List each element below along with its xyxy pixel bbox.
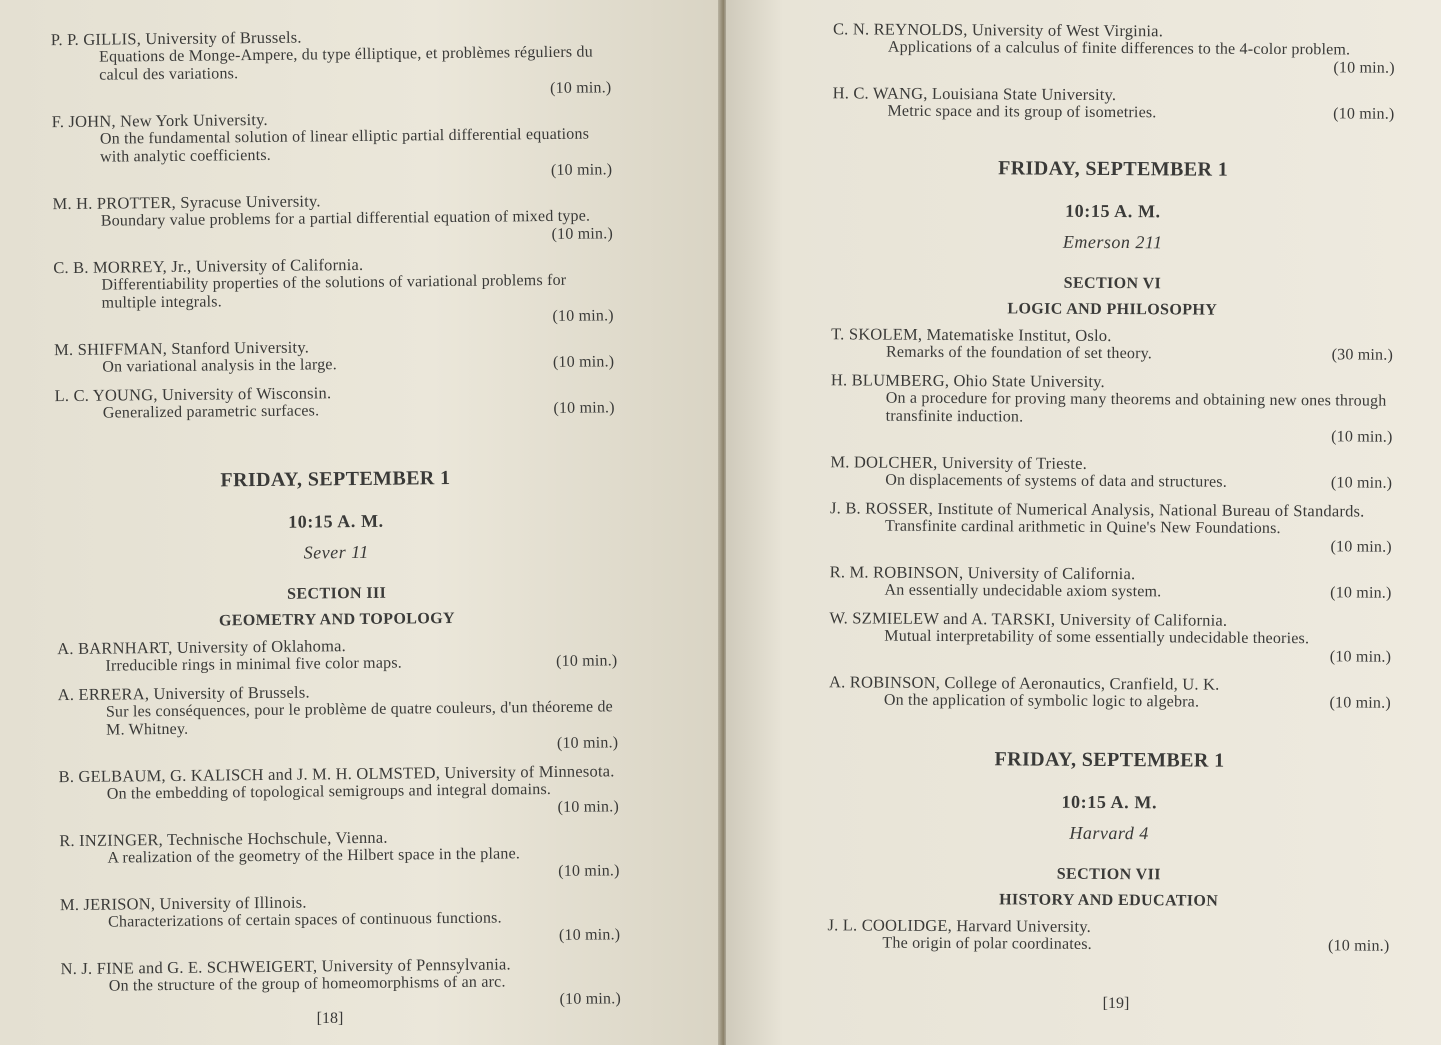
entry-author: H. BLUMBERG, Ohio State University. bbox=[830, 370, 1105, 391]
program-entry bbox=[827, 916, 1389, 955]
entry-title: On the structure of the group of homeomorphisms of an arc. bbox=[108, 973, 506, 995]
entry-author: T. SKOLEM, Matematiske Institut, Oslo. bbox=[831, 324, 1112, 346]
entry-author: M. JERISON, University of Illinois. bbox=[59, 892, 307, 915]
entry-duration: (10 min.) bbox=[550, 161, 613, 179]
entry-title: Generalized parametric surfaces. bbox=[102, 402, 320, 422]
entry-title: On variational analysis in the large. bbox=[102, 356, 337, 376]
page-number: [18] bbox=[316, 1010, 344, 1027]
program-entry bbox=[833, 20, 1395, 77]
entry-author: A. ERRERA, University of Brussels. bbox=[57, 682, 310, 705]
entry-title: Differentiability properties of the solutions of variational problems for multiple integrals. bbox=[101, 271, 567, 312]
section-name: LOGIC AND PHILOSOPHY bbox=[1007, 300, 1218, 319]
section-number: SECTION VII bbox=[1056, 865, 1161, 884]
time-heading: 10:15 A. M. bbox=[288, 510, 384, 532]
entry-duration: (10 min.) bbox=[549, 79, 612, 97]
room-heading: Emerson 211 bbox=[1062, 231, 1163, 253]
entry-author: N. J. FINE and G. E. SCHWEIGERT, University of Pennsylvania. bbox=[60, 954, 511, 979]
entry-title: The origin of polar coordinates. bbox=[882, 934, 1092, 953]
entry-duration: (10 min.) bbox=[552, 307, 614, 325]
entry-duration: (10 min.) bbox=[553, 399, 615, 417]
entry-title: Remarks of the foundation of set theory. bbox=[885, 343, 1153, 363]
program-entry bbox=[54, 335, 614, 377]
entry-title: On the fundamental solution of linear elliptic partial differential equations with analytic coefficients. bbox=[99, 125, 590, 166]
program-entry bbox=[831, 325, 1393, 364]
program-entry bbox=[832, 84, 1394, 123]
program-entry bbox=[51, 25, 612, 103]
entry-duration: (10 min.) bbox=[1330, 584, 1392, 602]
entry-duration: (10 min.) bbox=[552, 353, 615, 371]
left-top-entries bbox=[51, 25, 615, 423]
entry-author: F. JOHN, New York University. bbox=[51, 109, 268, 132]
entry-duration: (10 min.) bbox=[1333, 59, 1395, 77]
program-entry bbox=[830, 371, 1392, 446]
entry-duration: (10 min.) bbox=[1329, 648, 1392, 666]
section-number: SECTION VI bbox=[1063, 274, 1162, 293]
entry-duration: (30 min.) bbox=[1331, 346, 1394, 364]
right-top-entries bbox=[832, 20, 1395, 123]
entry-title: Sur les conséquences, pour le problème de quatre couleurs, d'un théoreme de M. Whitney. bbox=[105, 698, 614, 739]
time-heading: 10:15 A. M. bbox=[1065, 200, 1161, 222]
entry-author: R. INZINGER, Technische Hochschule, Vienna. bbox=[59, 827, 388, 851]
entry-author: J. L. COOLIDGE, Harvard University. bbox=[827, 915, 1092, 936]
entry-title: Irreducible rings in minimal five color maps. bbox=[105, 654, 402, 675]
entry-author: J. B. ROSSER, Institute of Numerical Analysis, National Bureau of Standards. bbox=[830, 498, 1365, 521]
entry-author: M. H. PROTTER, Syracuse University. bbox=[52, 191, 321, 214]
entry-author: H. C. WANG, Louisiana State University. bbox=[832, 83, 1117, 105]
entry-duration: (10 min.) bbox=[1329, 694, 1391, 712]
entry-duration: (10 min.) bbox=[558, 862, 620, 880]
program-entry bbox=[60, 890, 621, 950]
entry-duration: (10 min.) bbox=[557, 798, 620, 816]
entry-title: An essentially undecidable axiom system. bbox=[884, 581, 1162, 601]
entry-duration: (10 min.) bbox=[559, 990, 622, 1008]
entry-author: W. SZMIELEW and A. TARSKI, University of California. bbox=[829, 608, 1228, 630]
entry-duration: (10 min.) bbox=[1331, 428, 1393, 446]
entry-title: A realization of the geometry of the Hilbert space in the plane. bbox=[107, 845, 521, 867]
entry-title: Characterizations of certain spaces of continuous functions. bbox=[108, 909, 502, 931]
entry-duration: (10 min.) bbox=[1330, 538, 1392, 556]
program-entry bbox=[52, 107, 613, 185]
entry-title: Transfinite cardinal arithmetic in Quine's New Foundations. bbox=[884, 517, 1281, 538]
page-number: [19] bbox=[1102, 995, 1130, 1012]
entry-title: Mutual interpretability of some essentially undecidable theories. bbox=[884, 627, 1310, 648]
program-entry bbox=[55, 381, 615, 423]
day-heading: FRIDAY, SEPTEMBER 1 bbox=[998, 157, 1229, 181]
entry-title: Boundary value problems for a partial differential equation of mixed type. bbox=[100, 207, 591, 230]
program-entry bbox=[830, 453, 1392, 492]
section-name: GEOMETRY AND TOPOLOGY bbox=[218, 609, 456, 630]
entry-title: On a procedure for proving many theorems and obtaining new ones through transfinite induction. bbox=[885, 389, 1387, 426]
entry-author: M. DOLCHER, University of Trieste. bbox=[830, 452, 1088, 473]
entry-author: L. C. YOUNG, University of Wisconsin. bbox=[54, 383, 332, 406]
entry-duration: (10 min.) bbox=[551, 225, 614, 243]
time-heading: 10:15 A. M. bbox=[1061, 791, 1158, 813]
program-entry bbox=[61, 954, 622, 1014]
entry-author: A. ROBINSON, College of Aeronautics, Cranfield, U. K. bbox=[828, 672, 1220, 694]
program-entry bbox=[58, 762, 619, 822]
entry-duration: (10 min.) bbox=[556, 734, 619, 752]
right-page-content bbox=[827, 20, 1395, 965]
entry-title: Metric space and its group of isometries. bbox=[887, 102, 1157, 122]
entry-author: P. P. GILLIS, University of Brussels. bbox=[50, 27, 302, 50]
left-bottom-entries bbox=[57, 634, 621, 1014]
day-heading: FRIDAY, SEPTEMBER 1 bbox=[994, 748, 1225, 772]
day-heading: FRIDAY, SEPTEMBER 1 bbox=[220, 467, 451, 492]
program-entry bbox=[830, 563, 1392, 602]
program-entry bbox=[830, 499, 1392, 556]
program-entry bbox=[53, 253, 614, 331]
entry-duration: (10 min.) bbox=[558, 926, 621, 944]
room-heading: Harvard 4 bbox=[1069, 822, 1149, 844]
program-entry bbox=[59, 826, 620, 886]
program-entry bbox=[829, 609, 1391, 666]
entry-title: On the application of symbolic logic to algebra. bbox=[883, 691, 1200, 711]
entry-author: M. SHIFFMAN, Stanford University. bbox=[54, 337, 310, 360]
program-entry bbox=[58, 680, 619, 758]
entry-author: C. N. REYNOLDS, University of West Virginia. bbox=[832, 19, 1164, 41]
right-mid-entries bbox=[829, 325, 1393, 712]
entry-title: On displacements of systems of data and structures. bbox=[885, 471, 1227, 491]
entry-author: R. M. ROBINSON, University of California. bbox=[829, 562, 1136, 584]
entry-duration: (10 min.) bbox=[1330, 474, 1393, 492]
program-entry bbox=[57, 634, 617, 676]
room-heading: Sever 11 bbox=[303, 541, 369, 563]
program-entry bbox=[829, 673, 1391, 712]
entry-duration: (10 min.) bbox=[1328, 937, 1390, 955]
section-name: HISTORY AND EDUCATION bbox=[999, 891, 1219, 910]
entry-author: B. GELBAUM, G. KALISCH and J. M. H. OLMSTED, University of Minnesota. bbox=[58, 761, 615, 787]
entry-author: A. BARNHART, University of Oklahoma. bbox=[57, 636, 347, 659]
entry-author: C. B. MORREY, Jr., University of California. bbox=[53, 254, 364, 278]
entry-title: On the embedding of topological semigroups and integral domains. bbox=[106, 780, 552, 803]
entry-duration: (10 min.) bbox=[1333, 105, 1395, 123]
entry-title: Applications of a calculus of finite differences to the 4-color problem. bbox=[887, 38, 1351, 59]
entry-duration: (10 min.) bbox=[555, 652, 618, 670]
program-entry bbox=[52, 189, 613, 249]
entry-title: Equations de Monge-Ampere, du type élliptique, et problèmes réguliers du calcul des variations. bbox=[98, 43, 593, 84]
right-bottom-entries bbox=[827, 916, 1389, 955]
left-page-content bbox=[51, 25, 621, 1024]
section-number: SECTION III bbox=[287, 584, 387, 603]
